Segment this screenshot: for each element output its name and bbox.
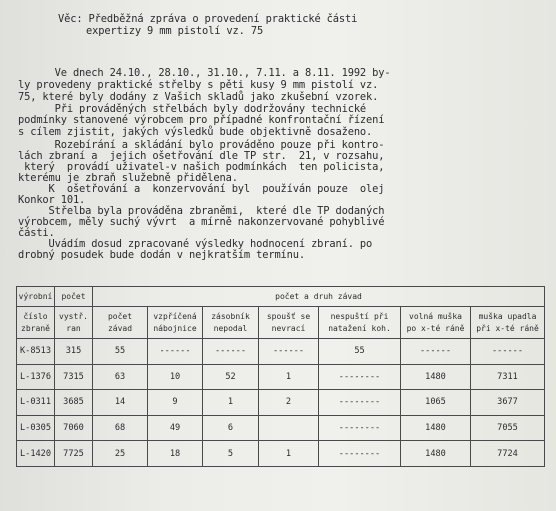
table-subheader-row	[17, 307, 545, 339]
cell-sight-fell: ------	[471, 339, 545, 365]
cell-sight-fell: 7055	[471, 415, 545, 441]
subheader-volna-muska: volná muška po x-té ráně	[401, 307, 471, 339]
body-line: Uvádím dosud zpracované výsledky hodnocení zbraní. po	[18, 238, 373, 250]
cell-defects: 55	[93, 339, 148, 365]
subheader-spoust: spoušť se nevrací	[259, 307, 319, 339]
subheader-vystr-ran: vystř. ran	[55, 307, 93, 339]
cell-weapon-number: L-0311	[17, 390, 55, 416]
cell-defects: 14	[93, 390, 148, 416]
subheader-nespusti: nespuští při natažení koh.	[319, 307, 401, 339]
table-row	[17, 390, 545, 416]
cell-no-fire: --------	[319, 390, 401, 416]
cell-jammed-case: 49	[148, 415, 203, 441]
table-row	[17, 339, 545, 365]
cell-magazine: 52	[203, 364, 259, 390]
subheader-zasobnik: zásobník nepodal	[203, 307, 259, 339]
subject-label: Věc:	[58, 13, 83, 25]
body-line: Konkor 101.	[18, 194, 86, 206]
cell-no-fire: --------	[319, 364, 401, 390]
body-line: podmínky stanovené výrobcem pro případné konfrontační řízení	[18, 114, 385, 126]
cell-defects: 68	[93, 415, 148, 441]
cell-trigger: ------	[259, 339, 319, 365]
body-line: Střelba byla prováděna zbraněmi, které dle TP dodaných	[18, 205, 385, 217]
cell-defects: 25	[93, 441, 148, 467]
cell-no-fire: --------	[319, 441, 401, 467]
cell-jammed-case: 18	[148, 441, 203, 467]
cell-magazine: 1	[203, 390, 259, 416]
cell-sight-fell: 3677	[471, 390, 545, 416]
cell-rounds: 3685	[55, 390, 93, 416]
table-row	[17, 441, 545, 467]
cell-jammed-case: 9	[148, 390, 203, 416]
body-line: ly provedeny praktické střelby s pěti kusy 9 mm pistolí vz.	[18, 79, 379, 91]
header-group: počet a druh závad	[93, 287, 545, 307]
subject-line-1	[58, 14, 357, 25]
cell-magazine: 6	[203, 415, 259, 441]
cell-magazine: ------	[203, 339, 259, 365]
body-line: výrobcem, měly suchý vývrt a mírně nakonzervované pohyblivé	[18, 216, 385, 228]
cell-sight-fell: 7724	[471, 441, 545, 467]
body-line: 75, které byly dodány z Vašich skladů jako zkušební vzorek.	[18, 91, 379, 103]
body-line: lách zbraní a jejich ošetřování dle TP str. 21, v rozsahu,	[18, 150, 385, 162]
subheader-vzpricena: vzpříčená nábojnice	[148, 307, 203, 339]
cell-rounds: 7060	[55, 415, 93, 441]
body-line: Ve dnech 24.10., 28.10., 31.10., 7.11. a 8.11. 1992 by-	[18, 67, 391, 79]
cell-jammed-case: ------	[148, 339, 203, 365]
cell-sight-fell: 7311	[471, 364, 545, 390]
body-line: K ošetřování a konzervování byl používán pouze olej	[18, 183, 385, 195]
cell-weapon-number: L-0305	[17, 415, 55, 441]
subheader-muska-upadla: muška upadla při x-té ráně	[471, 307, 545, 339]
subject-line-2: expertizy 9 mm pistolí vz. 75	[86, 25, 264, 37]
body-line: který provádí uživatel-v našich podmínkách ten policista,	[18, 161, 385, 173]
header-pocet: počet	[55, 287, 93, 307]
cell-rounds: 315	[55, 339, 93, 365]
subheader-cislo-zbrane: číslo zbraně	[17, 307, 55, 339]
table-header-row	[17, 287, 545, 307]
cell-no-fire: --------	[319, 415, 401, 441]
cell-trigger: 1	[259, 441, 319, 467]
cell-weapon-number: L-1376	[17, 364, 55, 390]
body-line: s cílem zjistit, jakých výsledků bude objektivně dosaženo.	[18, 126, 373, 138]
table-row	[17, 415, 545, 441]
body-line: části.	[18, 227, 55, 239]
subheader-pocet-zavad: počet závad	[93, 307, 148, 339]
body-line: drobný posudek bude dodán v nejkratším termínu.	[18, 249, 305, 261]
cell-loose-sight: 1480	[401, 441, 471, 467]
defects-table	[16, 286, 544, 467]
cell-weapon-number: K-8513	[17, 339, 55, 365]
cell-rounds: 7315	[55, 364, 93, 390]
header-vyrobni: výrobní	[17, 287, 55, 307]
cell-loose-sight: 1480	[401, 364, 471, 390]
body-line: kterému je zbraň služebně přidělena.	[18, 172, 238, 184]
cell-trigger: 2	[259, 390, 319, 416]
cell-magazine: 5	[203, 441, 259, 467]
cell-no-fire: 55	[319, 339, 401, 365]
table-row	[17, 364, 545, 390]
cell-loose-sight: ------	[401, 339, 471, 365]
cell-trigger: 1	[259, 364, 319, 390]
cell-loose-sight: 1480	[401, 415, 471, 441]
subject-text-1: Předběžná zpráva o provedení praktické části	[88, 13, 358, 25]
cell-trigger	[259, 415, 319, 441]
body-line: Při prováděných střelbách byly dodržovány technické	[18, 103, 367, 115]
cell-weapon-number: L-1420	[17, 441, 55, 467]
cell-jammed-case: 10	[148, 364, 203, 390]
cell-loose-sight: 1065	[401, 390, 471, 416]
cell-rounds: 7725	[55, 441, 93, 467]
cell-defects: 63	[93, 364, 148, 390]
body-line: Rozebírání a skládání bylo prováděno pouze při kontro-	[18, 139, 385, 151]
